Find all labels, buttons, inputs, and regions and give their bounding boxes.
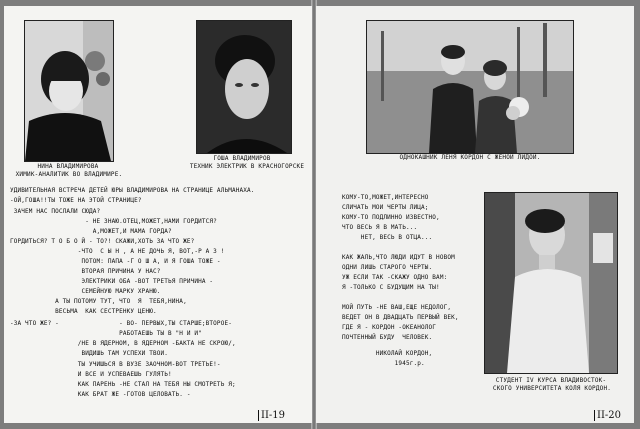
text-line: ЭЛЕКТРИКИ ОБА -ВОТ ТРЕТЬЯ ПРИЧИНА - [10, 278, 214, 285]
photo-gosha-image [197, 21, 291, 153]
text-line: -ОЙ,ГОША!!ТЫ ТОЖЕ НА ЭТОЙ СТРАНИЦЕ? [10, 197, 142, 204]
text-line: НЕТ, ВЕСЬ В ОТЦА... [342, 234, 433, 241]
right-page [316, 6, 634, 423]
text-line: КАК ЖАЛЬ,ЧТО ЛЮДИ ИДУТ В НОВОМ [342, 254, 455, 261]
photo-nina-image [25, 21, 113, 161]
text-line: ВИДИШЬ ТАМ УСПЕХИ ТВОИ. [10, 350, 169, 357]
text-line: КАК ПАРЕНЬ -НЕ СТАЛ НА ТЕБЯ НЫ СМОТРЕТЬ Я; [10, 381, 236, 388]
photo-nina [24, 20, 114, 162]
text-line: НИКОЛАЙ КОРДОН, [342, 350, 433, 357]
text-line: ПОТОМ: ПАПА -Г О Ш А, И Я ГОША ТОЖЕ - [10, 258, 221, 265]
text-line: - НЕ ЗНАЮ.ОТЕЦ,МОЖЕТ,НАМИ ГОРДИТСЯ? [10, 218, 217, 225]
caption-gosha-name: ГОША ВЛАДИМИРОВ [213, 155, 271, 162]
text-line: /НЕ В ЯДЕРНОМ, В ЯДЕРНОМ -БАКТА НЕ СКРОЮ/, [10, 340, 236, 347]
text-line: СЕМЕЙНУЮ МАРКУ ХРАНЮ. [10, 288, 161, 295]
text-line: УДИВИТЕЛЬНАЯ ВСТРЕЧА ДЕТЕЙ ЮРЫ ВЛАДИМИРОВА НА СТРАНИЦЕ АЛЬМАНАХА. [10, 187, 255, 194]
text-line: -ЧТО С Ы Н , А НЕ ДОЧЬ Я, ВОТ,-Р А З ! [10, 248, 225, 255]
text-line: -ЗА ЧТО ЖЕ? - - ВО- ПЕРВЫХ,ТЫ СТАРШЕ;ВТОРОЕ- [10, 320, 232, 327]
left-page [4, 6, 312, 423]
text-line: ГОРДИТЬСЯ? Т О Б О Й - ТО?! СКАЖИ,ХОТЬ ЗА ЧТО ЖЕ? [10, 238, 195, 245]
text-line: ОДНИ ЛИШЬ СТАРОГО ЧЕРТЫ. [342, 264, 433, 271]
caption-student-line2: СКОГО УНИВЕРСИТЕТА КОЛЯ КОРДОН. [492, 385, 612, 392]
text-line: МОЙ ПУТЬ -НЕ ВАШ,ЕЩЕ НЕДОЛОГ, [342, 304, 452, 311]
text-line: УЖ ЕСЛИ ТАК -СКАЖУ ОДНО ВАМ: [342, 274, 448, 281]
text-line: КАК БРАТ ЖЕ -ГОТОВ ЦЕЛОВАТЬ. - [10, 391, 191, 398]
text-line: СЛИЧАТЬ МОИ ЧЕРТЫ ЛИЦА; [342, 204, 429, 211]
text-line: РАБОТАЕШЬ ТЫ В "Н И И" [10, 330, 202, 337]
photo-couple [366, 20, 574, 154]
caption-nina-name: НИНА ВЛАДИМИРОВА [37, 163, 99, 170]
text-line: Я -ТОЛЬКО С БУДУЩИМ НА ТЫ! [342, 284, 440, 291]
page-number-right: II-20 [594, 410, 621, 421]
photo-student [484, 192, 618, 374]
text-line: КОМУ-ТО ПОДЛИННО ИЗВЕСТНО, [342, 214, 440, 221]
text-line: ВЕСЬМА КАК СЕСТРЕНКУ ЦЕНЮ. [10, 308, 157, 315]
text-line: ЧТО ВЕСЬ Я В МАТЬ... [342, 224, 418, 231]
text-line: ВЕДЕТ ОН В ДВАДЦАТЬ ПЕРВЫЙ ВЕК, [342, 314, 459, 321]
text-line: ЗАЧЕМ НАС ПОСЛАЛИ СЮДА? [10, 208, 101, 215]
text-line: ВТОРАЯ ПРИЧИНА У НАС? [10, 268, 161, 275]
caption-gosha-role: ТЕХНИК ЭЛЕКТРИК В КРАСНОГОРСКЕ [189, 163, 305, 170]
text-line: И ВСЕ И УСПЕВАЕШЬ ГУЛЯТЬ! [10, 371, 172, 378]
text-line: ТЫ УЧИШЬСЯ В ВУЗЕ ЗАОЧНОМ-ВОТ ТРЕТЬЕ!- [10, 361, 221, 368]
page-number-left: II-19 [258, 410, 285, 421]
text-line: А ТЫ ПОТОМУ ТУТ, ЧТО Я ТЕБЯ,НИНА, [10, 298, 187, 305]
text-line: ПОЧТЕННЫЙ БУДУ ЧЕЛОВЕК. [342, 334, 433, 341]
photo-gosha [196, 20, 292, 154]
caption-nina-role: ХИМИК-АНАЛИТИК ВО ВЛАДИМИРЕ. [15, 171, 123, 178]
text-line: КОМУ-ТО,МОЖЕТ,ИНТЕРЕСНО [342, 194, 429, 201]
photo-student-image [485, 193, 617, 373]
photo-couple-image [367, 21, 573, 153]
text-line: 1945г.р. [342, 360, 425, 367]
caption-couple: ОДНОКАШНИК ЛЕНЯ КОРДОН С ЖЕНОЙ ЛИДОЙ. [399, 154, 541, 161]
caption-student-line1: СТУДЕНТ IV КУРСА ВЛАДИВОСТОК- [495, 377, 607, 384]
text-line: ГДЕ Я - КОРДОН -ОКЕАНОЛОГ [342, 324, 437, 331]
text-line: А,МОЖЕТ,И МАМА ГОРДА? [10, 228, 172, 235]
